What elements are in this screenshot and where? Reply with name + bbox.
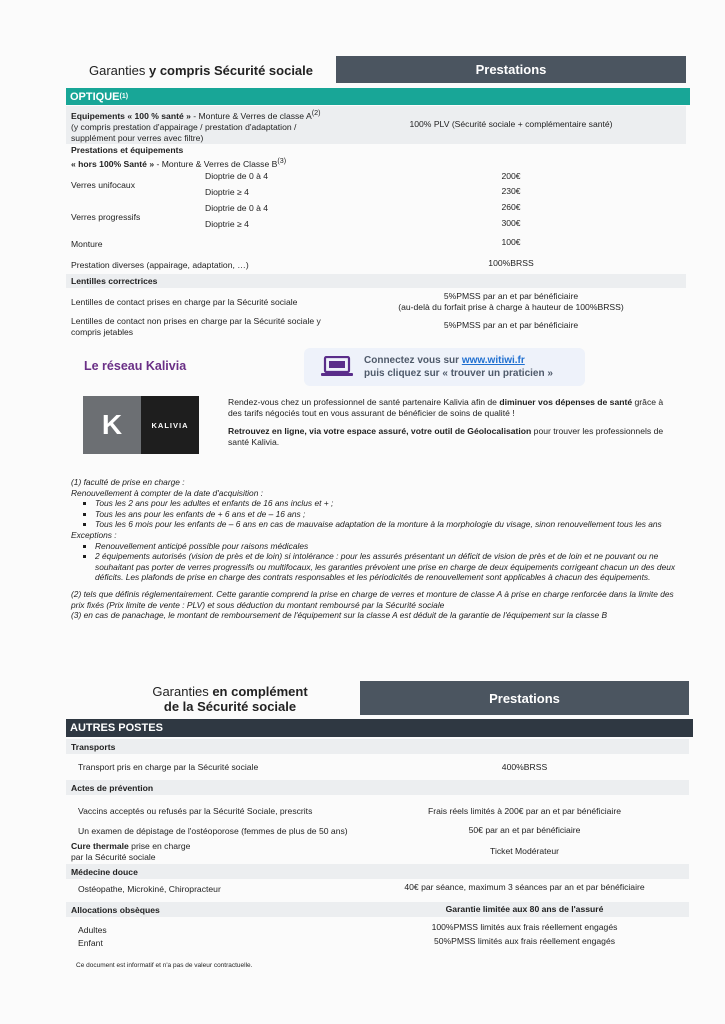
header-bold-text: y compris Sécurité sociale xyxy=(148,63,314,78)
exceptions-title: Exceptions : xyxy=(71,529,117,540)
prevention-title: Actes de prévention xyxy=(71,783,154,793)
verres-progressifs-label: Verres progressifs xyxy=(71,212,141,222)
witiwi-link-text xyxy=(364,354,553,380)
lentilles-title: Lentilles correctrices xyxy=(71,276,158,286)
medecine-label: Ostéopathe, Microkiné, Chiropracteur xyxy=(78,884,221,894)
vaccins-value: Frais réels limités à 200€ par an et par bénéficiaire xyxy=(428,806,621,816)
kalivia-paragraph-1 xyxy=(228,397,678,419)
section-footnote-ref: (1) xyxy=(119,93,129,100)
prestation-diverses-label: Prestation diverses (appairage, adaptation, …) xyxy=(71,260,249,270)
dioptrie-label: Dioptrie de 0 à 4 xyxy=(205,203,269,213)
dioptrie-label: Dioptrie ≥ 4 xyxy=(205,219,249,229)
witiwi-link[interactable]: www.witiwi.fr xyxy=(461,355,525,366)
kalivia-title: Le réseau Kalivia xyxy=(84,359,187,373)
adultes-label: Adultes xyxy=(78,925,107,935)
list-item: ▪ Tous les 6 mois pour les enfants de – 6 ans en cas de mauvaise adaptation de la monture à la morphologie du visage, sinon renouvellement tous les ans xyxy=(95,519,683,530)
autres-section-bar xyxy=(66,719,693,737)
verres-value: 300€ xyxy=(501,218,521,228)
enfant-value: 50%PMSS limités aux frais réellement engagés xyxy=(433,936,616,946)
note-1-title: (1) faculté de prise en charge : xyxy=(71,477,185,487)
equipment-100-value: 100% PLV (Sécurité sociale + complémentaire santé) xyxy=(409,119,613,129)
exceptions-list xyxy=(71,541,683,583)
obseques-value: Garantie limitée aux 80 ans de l'assuré xyxy=(445,904,604,914)
hors-100-label xyxy=(71,156,286,170)
optique-section-bar xyxy=(66,88,690,105)
medecine-value: 40€ par séance, maximum 3 séances par an et par bénéficiaire xyxy=(404,882,645,892)
link-prefix: Connectez vous sur xyxy=(364,355,462,366)
cure-value: Ticket Modérateur xyxy=(490,846,559,856)
renewal-list xyxy=(71,498,683,530)
monture-value: 100€ xyxy=(501,237,521,247)
list-item: ▪ Renouvellement anticipé possible pour raisons médicales xyxy=(95,541,683,552)
transport-label: Transport pris en charge par la Sécurité sociale xyxy=(78,762,259,772)
osteoporose-value: 50€ par an et par bénéficiaire xyxy=(468,825,581,835)
para1-text: Rendez-vous chez un professionnel de santé partenaire Kalivia afin de xyxy=(228,397,500,407)
monture-label: Monture xyxy=(71,239,103,249)
prestations-header-label: Prestations xyxy=(475,62,547,77)
para2-bold: Retrouvez en ligne, via votre espace assuré, votre outil de Géolocalisation xyxy=(228,426,532,436)
footnote-ref: (2) xyxy=(311,109,321,117)
kalivia-logo xyxy=(83,396,199,454)
list-item: ▪ Tous les 2 ans pour les adultes et enfants de 16 ans inclus et + ; xyxy=(95,498,683,509)
header-bold-text: en complément xyxy=(212,684,308,699)
para1-text2: grâce à des tarifs négociés tout en vous assurant de bénéficier de soins de qualité ! xyxy=(228,397,664,418)
footnote-ref: (3) xyxy=(277,157,287,165)
cure-text: prise en charge xyxy=(128,841,191,851)
optique-header-left xyxy=(89,63,313,78)
prestation-diverses-value: 100%BRSS xyxy=(488,258,534,268)
row-band xyxy=(66,739,689,754)
header-bold-text-2: de la Sécurité sociale xyxy=(163,699,297,714)
kalivia-logo-letter: K xyxy=(83,396,141,454)
row-band xyxy=(66,780,689,795)
header-plain-text: Garanties xyxy=(89,63,149,78)
dioptrie-label: Dioptrie ≥ 4 xyxy=(205,187,249,197)
equipment-100-title: Equipements « 100 % santé » xyxy=(71,110,191,121)
dioptrie-label: Dioptrie de 0 à 4 xyxy=(205,171,269,181)
section-title: AUTRES POSTES xyxy=(70,722,163,734)
link-instruction: puis cliquez sur « trouver un praticien » xyxy=(364,368,553,379)
verres-value: 200€ xyxy=(501,171,521,181)
verres-unifocaux-label: Verres unifocaux xyxy=(71,180,136,190)
list-item: ▪ 2 équipements autorisés (vision de près et de loin) si intolérance : pour les assurés présentant un déficit de vision de près et de loin et ne pouvant ou ne souhaitant pas porter de verres progressifs ou multifocaux, les garanties prévoient une prise en charge de deux équipements corrigeant chacun un des deux déficits. Les plafonds de prise en charge des contrats responsables et les périodicités de renouvellement sont applicables à chacun des équipements. xyxy=(95,551,683,583)
para2-text: pour trouver les professionnels de santé Kalivia. xyxy=(228,426,664,447)
medecine-title: Médecine douce xyxy=(71,867,138,877)
enfant-label: Enfant xyxy=(78,938,103,948)
kalivia-logo-word: KALIVIA xyxy=(141,396,199,454)
witiwi-link-box[interactable] xyxy=(304,348,585,386)
row-band xyxy=(66,864,689,879)
verres-value: 260€ xyxy=(501,202,521,212)
laptop-icon xyxy=(320,356,354,378)
hors-100-title: « hors 100% Santé » xyxy=(71,158,155,169)
cure-text-2: par la Sécurité sociale xyxy=(71,852,156,862)
row-band xyxy=(66,274,686,288)
prestations-header-label: Prestations xyxy=(489,690,560,706)
lentilles-ss-value: 5%PMSS par an et par bénéficiaire xyxy=(443,291,579,301)
note-1-renewal: Renouvellement à compter de la date d'acquisition : xyxy=(71,487,264,498)
hors-100-text: - Monture & Verres de Classe B xyxy=(154,158,278,169)
note-2: (2) tels que définis réglementairement. Cette garantie comprend la prise en charge de verres et monture de classe A à prise en charge renforcée dans la limite des prix fixés (Prix limite de vente : PLV) et sous déduction du montant remboursé par la Sécurité sociale xyxy=(71,588,674,610)
vaccins-label: Vaccins acceptés ou refusés par la Sécurité Sociale, prescrits xyxy=(78,806,313,816)
section-title: OPTIQUE xyxy=(70,90,120,103)
lentilles-non-ss-label: Lentilles de contact non prises en charge par la Sécurité sociale y compris jetables xyxy=(71,316,321,337)
cure-title: Cure thermale xyxy=(71,841,129,851)
header-plain-text: Garanties xyxy=(152,684,213,699)
list-item: ▪ Tous les ans pour les enfants de + 6 ans et de – 16 ans ; xyxy=(95,509,683,520)
lentilles-non-ss-value: 5%PMSS par an et par bénéficiaire xyxy=(443,320,579,330)
kalivia-paragraph-2 xyxy=(228,426,678,448)
obseques-title: Allocations obsèques xyxy=(71,905,160,915)
transports-title: Transports xyxy=(71,742,116,752)
prestations-equipements-title: Prestations et équipements xyxy=(71,145,184,155)
lentilles-ss-label: Lentilles de contact prises en charge par la Sécurité sociale xyxy=(71,297,298,307)
equipment-100-text2: (y compris prestation d'appairage / prestation d'adaptation / supplément pour verres avec filtre) xyxy=(71,121,297,143)
cure-label xyxy=(71,841,190,863)
autres-prestations-header xyxy=(360,681,689,715)
autres-header-left xyxy=(130,684,330,714)
equipment-100-text: - Monture & Verres de classe A xyxy=(190,110,312,121)
para1-bold: diminuer vos dépenses de santé xyxy=(499,397,633,407)
verres-value: 230€ xyxy=(501,186,521,196)
osteoporose-label: Un examen de dépistage de l'ostéoporose (femmes de plus de 50 ans) xyxy=(78,826,348,836)
adultes-value: 100%PMSS limités aux frais réellement engagés xyxy=(431,922,618,932)
disclaimer: Ce document est informatif et n'a pas de valeur contractuelle. xyxy=(76,962,253,969)
footnotes-block xyxy=(71,477,683,621)
optique-prestations-header xyxy=(336,56,686,83)
lentilles-ss-value-note: (au-delà du forfait prise à charge à hauteur de 100%BRSS) xyxy=(398,302,624,312)
equipment-100-label xyxy=(71,108,321,144)
transport-value: 400%BRSS xyxy=(501,762,548,772)
note-3: (3) en cas de panachage, le montant de remboursement de l'équipement sur la classe A est déduit de la garantie de l'équipement sur la classe B xyxy=(71,610,608,621)
